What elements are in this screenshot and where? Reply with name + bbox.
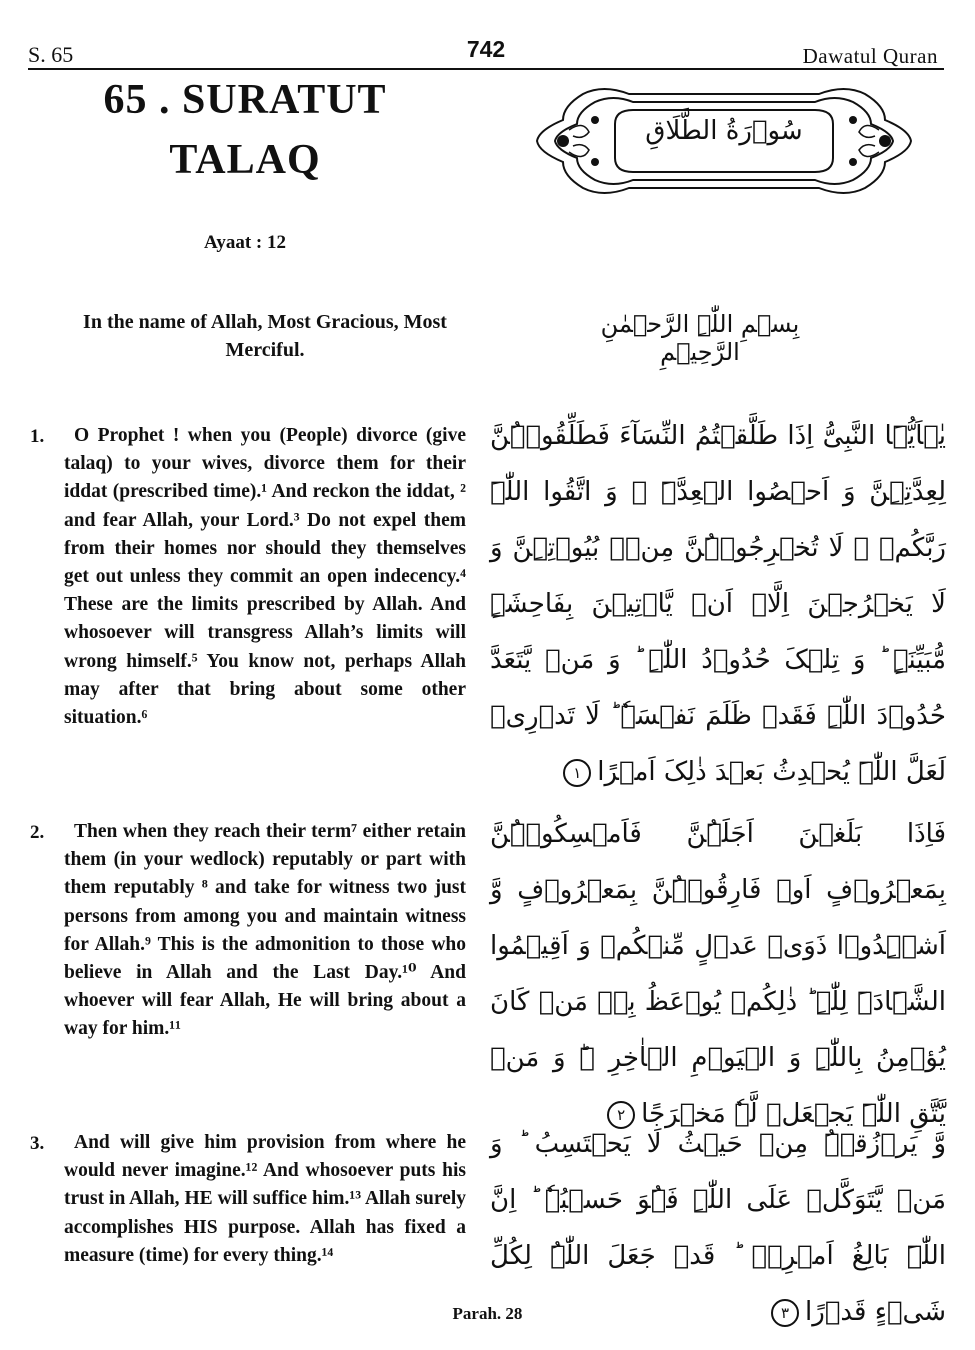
verse-translation [64, 422, 466, 732]
verse-number: 2. [30, 822, 45, 843]
verse-arabic-text: وَّ یَرۡزُقۡہُ مِنۡ حَیۡثُ لَا یَحۡتَسِبُ ؕ وَ مَنۡ یَّتَوَکَّلۡ عَلَی اللّٰہِ فَہُوَ حَسۡبُہٗ ؕ اِنَّ اللّٰہَ بَالِغُ اَمۡرِہٖ ؕ قَدۡ جَعَلَ اللّٰہُ لِکُلِّ شَیۡءٍ قَدۡرًا [490, 1129, 946, 1327]
verse-translation-text: And will give him provision from where he would never imagine.¹² And whosoever puts his trust in Allah, HE will suffice him.¹³ Allah surely accomplishes HIS purpose. Allah has fixed a measure (time) for every thing.¹⁴ [64, 1132, 466, 1266]
surah-number-label: S. 65 [28, 42, 74, 67]
ayah-end-marker: ٢ [607, 1101, 635, 1129]
ayaat-count: Ayaat : 12 [204, 232, 286, 253]
surah-name-arabic: سُوۡرَةُ الطَّلَاقِ [645, 116, 803, 146]
surah-title-line1: 65 . SURATUT [103, 77, 387, 123]
verse-translation [64, 818, 466, 1044]
parah-footer: Parah. 28 [452, 1304, 523, 1323]
page-number: 742 [466, 36, 506, 62]
bismillah-arabic: بِسۡمِ اللّٰہِ الرَّحۡمٰنِ الرَّحِیۡمِ [600, 310, 800, 366]
surah-name-cartouche [533, 80, 915, 202]
verse-arabic-text: یٰۤاَیُّہَا النَّبِیُّ اِذَا طَلَّقۡتُمُ النِّسَآءَ فَطَلِّقُوۡہُنَّ لِعِدَّتِہِنَّ وَ اَحۡصُوا الۡعِدَّۃَ ۚ وَ اتَّقُوا اللّٰہَ رَبَّکُمۡ ۚ لَا تُخۡرِجُوۡہُنَّ مِنۡۢ بُیُوۡتِہِنَّ وَ لَا یَخۡرُجۡنَ اِلَّاۤ اَنۡ یَّاۡتِیۡنَ بِفَاحِشَۃٍ مُّبَیِّنَۃٍ ؕ وَ تِلۡکَ حُدُوۡدُ اللّٰہِ ؕ وَ مَنۡ یَّتَعَدَّ حُدُوۡدَ اللّٰہِ فَقَدۡ ظَلَمَ نَفۡسَہٗ ؕ لَا تَدۡرِیۡ لَعَلَّ اللّٰہَ یُحۡدِثُ بَعۡدَ ذٰلِکَ اَمۡرًا [490, 421, 946, 787]
verse-arabic [490, 408, 946, 800]
surah-title [60, 70, 430, 190]
verse-translation-text: O Prophet ! when you (People) divorce (give talaq) to your wives, divorce them for their iddat (prescribed time).¹ And reckon the iddat, ² and fear Allah, your Lord.³ Do not expel them from their homes nor should they themselves get out unless they commit an open indecency.⁴ These are the limits prescribed by Allah. And whosoever will transgress Allah’s limits will wrong himself.⁵ You know not, perhaps Allah may after that bring about some other situation.⁶ [64, 425, 466, 729]
verse-arabic-text: فَاِذَا بَلَغۡنَ اَجَلَہُنَّ فَاَمۡسِکُوۡہُنَّ بِمَعۡرُوۡفٍ اَوۡ فَارِقُوۡہُنَّ بِمَعۡرُوۡفٍ وَّ اَشۡہِدُوۡا ذَوَیۡ عَدۡلٍ مِّنۡکُمۡ وَ اَقِیۡمُوا الشَّہَادَۃَ لِلّٰہِ ؕ ذٰلِکُمۡ یُوۡعَظُ بِہٖ مَنۡ کَانَ یُؤۡمِنُ بِاللّٰہِ وَ الۡیَوۡمِ الۡاٰخِرِ ۬ؕ وَ مَنۡ یَّتَّقِ اللّٰہَ یَجۡعَلۡ لَّہٗ مَخۡرَجًا [490, 819, 946, 1129]
verse-number: 1. [30, 426, 45, 447]
verse-arabic [490, 806, 946, 1142]
bismillah-translation: In the name of Allah, Most Gracious, Most Merciful. [83, 311, 447, 361]
ayah-end-marker: ٣ [771, 1299, 799, 1327]
surah-title-line2: TALAQ [169, 137, 321, 183]
book-title: Dawatul Quran [802, 44, 938, 68]
page-header [28, 38, 944, 70]
verse-translation-text: Then when they reach their term⁷ either retain them (in your wedlock) reputably or part with them reputably ⁸ and take for witness two just persons from among you and maintain witness for Allah.⁹ This is the admonition to those who believe in Allah and the Last Day.¹⁰ And whoever will fear Allah, He will bring about a way for him.¹¹ [64, 821, 466, 1040]
verse-translation [64, 1129, 466, 1270]
ayah-end-marker: ١ [563, 759, 591, 787]
verse-number: 3. [30, 1133, 45, 1154]
